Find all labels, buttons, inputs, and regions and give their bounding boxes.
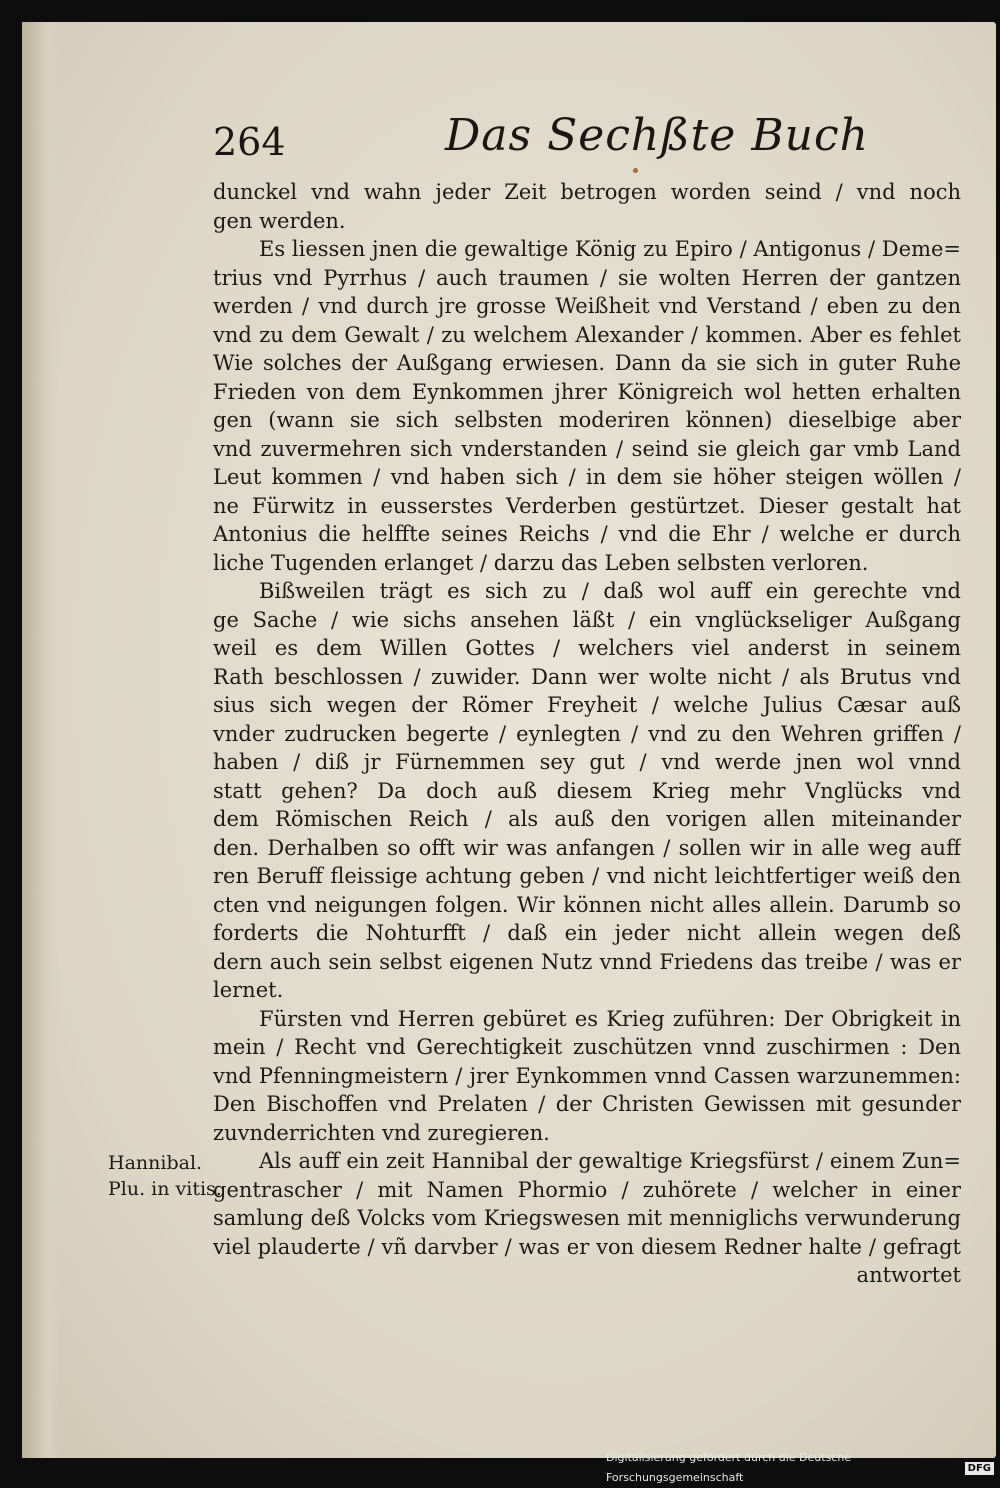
text-line: Als auff ein zeit Hannibal der gewaltige Kriegsfürst / einem Zun=: [259, 1149, 961, 1173]
text-line: vnd zuvermehren sich vnderstanden / seind sie gleich gar vmb Land: [213, 436, 961, 461]
text-line: ne Fürwitz in eusserstes Verderben gestürtzet. Dieser gestalt hat: [213, 493, 961, 518]
text-line: forderts die Nohturfft / daß ein jeder nicht allein wegen deß: [213, 921, 961, 945]
text-line: werden / vnd durch jre grosse Weißheit vnd Verstand / eben zu den: [213, 294, 961, 318]
text-line: viel plauderte / vñ darvber / was er von diesem Redner halte / gefragt: [213, 1234, 961, 1259]
text-line: cten vnd neigungen folgen. Wir können nicht alles allein. Darumb so: [213, 892, 961, 917]
text-line: Fürsten vnd Herren gebüret es Krieg zuführen: Der Obrigkeit in: [259, 1006, 961, 1031]
text-line: dem Römischen Reich / als auß den vorigen allen miteinander: [213, 807, 961, 831]
footer-text: Digitalisierung gefördert durch die Deutsche Forschungsgemeinschaft: [606, 1451, 852, 1484]
margin-note-hannibal: Hannibal.: [108, 1152, 203, 1174]
text-line: Leut kommen / vnd haben sich / in dem sie höher steigen wöllen /: [213, 465, 961, 489]
binding-edge: [22, 22, 60, 1458]
text-line: haben / diß jr Fürnemmen sey gut / vnd werde jnen wol vnnd: [213, 750, 961, 774]
footer-bar: [606, 1451, 1000, 1484]
text-line: ren Beruff fleissige achtung geben / vnd nicht leichtfertiger weiß den: [213, 864, 961, 888]
text-line: Rath beschlossen / zuwider. Dann wer wolte nicht / als Brutus vnd: [213, 664, 961, 689]
text-line: trius vnd Pyrrhus / auch traumen / sie wolten Herren der gantzen: [213, 265, 961, 290]
text-line: den. Derhalben so offt wir was anfangen / sollen wir in alle weg auff: [213, 835, 961, 860]
catchword: antwortet: [856, 1263, 961, 1287]
text-line: Es liessen jnen die gewaltige König zu Epiro / Antigonus / Deme=: [259, 237, 961, 261]
text-line: samlung deß Volcks vom Kriegswesen mit menniglichs verwunderung: [213, 1206, 961, 1230]
text-line: vnder zudrucken begerte / eynlegten / vnd zu den Wehren griffen /: [213, 721, 961, 746]
text-line: dern auch sein selbst eigenen Nutz vnnd Friedens das treibe / was er: [213, 949, 961, 974]
text-line: ge Sache / wie sichs ansehen läßt / ein vnglückseliger Außgang: [213, 607, 961, 632]
text-line: Wie solches der Außgang erwiesen. Dann da sie sich in guter Ruhe: [213, 351, 961, 375]
text-line: weil es dem Willen Gottes / welchers viel anderst in seinem: [213, 636, 961, 660]
text-line: mein / Recht vnd Gerechtigkeit zuschützen vnnd zuschirmen : Den: [213, 1035, 961, 1059]
text-line: liche Tugenden erlanget / darzu das Leben selbsten verloren.: [213, 550, 869, 575]
text-line: gen (wann sie sich selbsten moderiren können) dieselbige aber: [213, 408, 961, 432]
page-number: 264: [213, 120, 286, 164]
text-line: dunckel vnd wahn jeder Zeit betrogen worden seind / vnd noch: [213, 180, 961, 204]
text-line: vnd Pfenningmeistern / jrer Eynkommen vnnd Cassen warzunemmen:: [213, 1063, 961, 1088]
text-line: Bißweilen trägt es sich zu / daß wol auff ein gerechte vnd: [259, 579, 961, 603]
text-line: statt gehen? Da doch auß diesem Krieg mehr Vnglücks vnd: [213, 778, 961, 803]
margin-note-plutarch: Plu. in vitis.: [108, 1178, 222, 1200]
dfg-logo: DFG: [965, 1462, 994, 1475]
body-text: [213, 178, 961, 1290]
text-line: gentrascher / mit Namen Phormio / zuhörete / welcher in einer: [213, 1177, 961, 1202]
text-line: vnd zu dem Gewalt / zu welchem Alexander / kommen. Aber es fehlet: [213, 322, 961, 347]
text-line: gen werden.: [213, 208, 346, 233]
text-line: lernet.: [213, 978, 284, 1002]
text-line: Den Bischoffen vnd Prelaten / der Christen Gewissen mit gesunder: [213, 1092, 961, 1116]
text-line: Frieden von dem Eynkommen jhrer Königreich wol hetten erhalten: [213, 379, 961, 404]
running-head: Das Sechßte Buch: [445, 110, 869, 161]
text-line: Antonius die helffte seines Reichs / vnd die Ehr / welche er durch: [213, 522, 961, 546]
page-header: [213, 108, 973, 172]
text-line: sius sich wegen der Römer Freyheit / welche Julius Cæsar auß: [213, 693, 961, 717]
text-line: zuvnderrichten vnd zuregieren.: [213, 1120, 550, 1145]
